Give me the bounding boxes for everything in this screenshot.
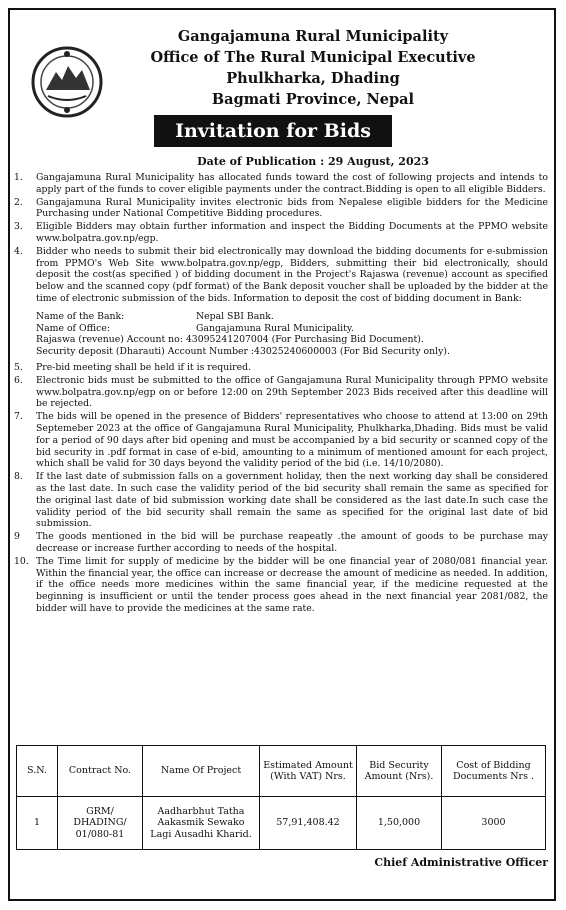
list-item [14, 375, 548, 410]
col-estimated-header: Estimated Amount (With VAT) Nrs. [260, 746, 357, 797]
list-item [14, 362, 548, 374]
item-number: 6. [14, 374, 23, 386]
col-project-header: Name Of Project [143, 746, 260, 797]
item-number: 4. [14, 245, 23, 257]
notice-body [14, 172, 548, 616]
item-text: Bidder who needs to submit their bid electronically may download the bidding documents for e-submission from PPMO's Web Site www.bolpatra.gov.np/egp, Bidders, submitting their bid electronically, should deposit the cost(as specified ) of bidding document in the Project's Rajaswa (revenue) account as specified below and the scanned copy (pdf format) of the Bank deposit voucher shall be uploaded by the bidder at the time of electronic submission of the bids. Information to deposit the cost of bidding document in Bank: [36, 245, 548, 304]
office-name-value: Gangajamuna Rural Municipality. [196, 322, 354, 334]
table-header-row [17, 746, 546, 797]
org-name: Gangajamuna Rural Municipality [177, 28, 449, 45]
list-item [14, 556, 548, 615]
bank-name-row [36, 311, 548, 323]
col-contract-header: Contract No. [58, 746, 143, 797]
item-number: 1. [14, 172, 23, 183]
security-account: Security deposit (Dharauti) Account Number :43025240600003 (For Bid Security only). [36, 346, 450, 358]
bank-name-value: Nepal SBI Bank. [196, 310, 274, 322]
cell-sn: 1 [17, 797, 58, 850]
rajaswa-account: Rajaswa (revenue) Account no: 43095241207004 (For Purchasing Bid Document). [36, 334, 424, 346]
office-name-row [36, 323, 548, 335]
notice-title: Invitation for Bids [154, 115, 392, 147]
item-text: The Time limit for supply of medicine by the bidder will be one financial year of 2080/081 financial year. Within the financial year, the office can increase or decrease the amount of medicine as needed. In addition, if the office needs more medicines within the same financial year, if the medicine requested at the beginning is insufficient or until the tender process goes ahead in the next financial year 2081/082, the bidder will have to provide the medicines at the same rate. [36, 555, 548, 614]
list-item [14, 471, 548, 530]
list-item [14, 221, 548, 245]
item-text: If the last date of submission falls on a government holiday, then the next working day shall be considered as the last date. In such case the validity period of the bid security shall remain the same as specified for the original last date of bid submission working date shall be considered as the last date.In such case the validity period of the bid security shall remain the same as specified for the original last date of bid submission. [36, 471, 548, 530]
item-text: Eligible Bidders may obtain further information and inspect the Bidding Documents at the PPMO website www.bolpatra.gov.np/egp. [36, 221, 548, 244]
item-text: The bids will be opened in the presence of Bidders' representatives who choose to attend at 13:00 on 29th Septemeber 2023 at the office of Gangajamuna Rural Municipality, Phulkharka,Dhading. Bids must be valid for a period of 90 days after bid opening and must be accompanied by a bid security or scanned copy of the bid security in .pdf format in case of e-bid, amounting to a minimum of mentioned amount for each project, which shall be valid for 30 days beyond the validity period of the bid (i.e. 14/10/2080). [36, 411, 548, 470]
list-item [14, 411, 548, 470]
office-location: Phulkharka, Dhading [226, 70, 400, 87]
col-cost-header: Cost of Bidding Documents Nrs . [442, 746, 546, 797]
item-text: The goods mentioned in the bid will be purchase reapeatly .the amount of goods to be purchase may decrease or increase further according to needs of the hospital. [36, 531, 548, 554]
item-number: 7. [14, 411, 23, 423]
item-number: 2. [14, 196, 23, 208]
item-text: Pre-bid meeting shall be held if it is required. [36, 361, 252, 373]
item-text: Gangajamuna Rural Municipality has allocated funds toward the cost of following projects and intends to apply part of the funds to cover eligible payments under the contract.Bidding is open to all eligible Bidders. [36, 172, 548, 195]
item-number: 9 [14, 531, 20, 543]
publication-date: Date of Publication : 29 August, 2023 [197, 155, 429, 168]
item-number: 10. [14, 555, 29, 567]
office-name: Office of The Rural Municipal Executive [150, 49, 476, 66]
item-text: Gangajamuna Rural Municipality invites electronic bids from Nepalese eligible bidders for the Medicine Purchasing under National Competitive Bidding procedures. [36, 196, 548, 220]
item-number: 3. [14, 221, 23, 233]
item-text: Electronic bids must be submitted to the office of Gangajamuna Rural Municipality through PPMO website www.bolpatra.gov.np/egp on or before 12:00 on 29th September 2023 Bids received after this deadline will be rejected. [36, 374, 548, 410]
list-item [14, 172, 548, 196]
col-security-header: Bid Security Amount (Nrs). [357, 746, 442, 797]
list-item [14, 197, 548, 221]
item-number: 5. [14, 361, 23, 373]
col-sn-header: S.N. [17, 746, 58, 797]
bank-details [14, 311, 548, 358]
cell-doc-cost: 3000 [442, 797, 546, 850]
list-item [14, 531, 548, 555]
item-number: 8. [14, 471, 23, 483]
signatory: Chief Administrative Officer [374, 856, 548, 869]
cell-project-name: Aadharbhut Tatha Aakasmik Sewako Lagi Ausadhi Kharid. [143, 797, 260, 850]
table-row [17, 797, 546, 850]
cell-contract-no: GRM/ DHADING/ 01/080-81 [58, 797, 143, 850]
bank-name-label: Name of the Bank: [36, 310, 125, 322]
office-name-label: Name of Office: [36, 322, 110, 334]
cell-bid-security: 1,50,000 [357, 797, 442, 850]
list-item [14, 246, 548, 305]
cell-estimated-amount: 57,91,408.42 [260, 797, 357, 850]
bid-table [16, 745, 546, 850]
province: Bagmati Province, Nepal [211, 91, 415, 108]
